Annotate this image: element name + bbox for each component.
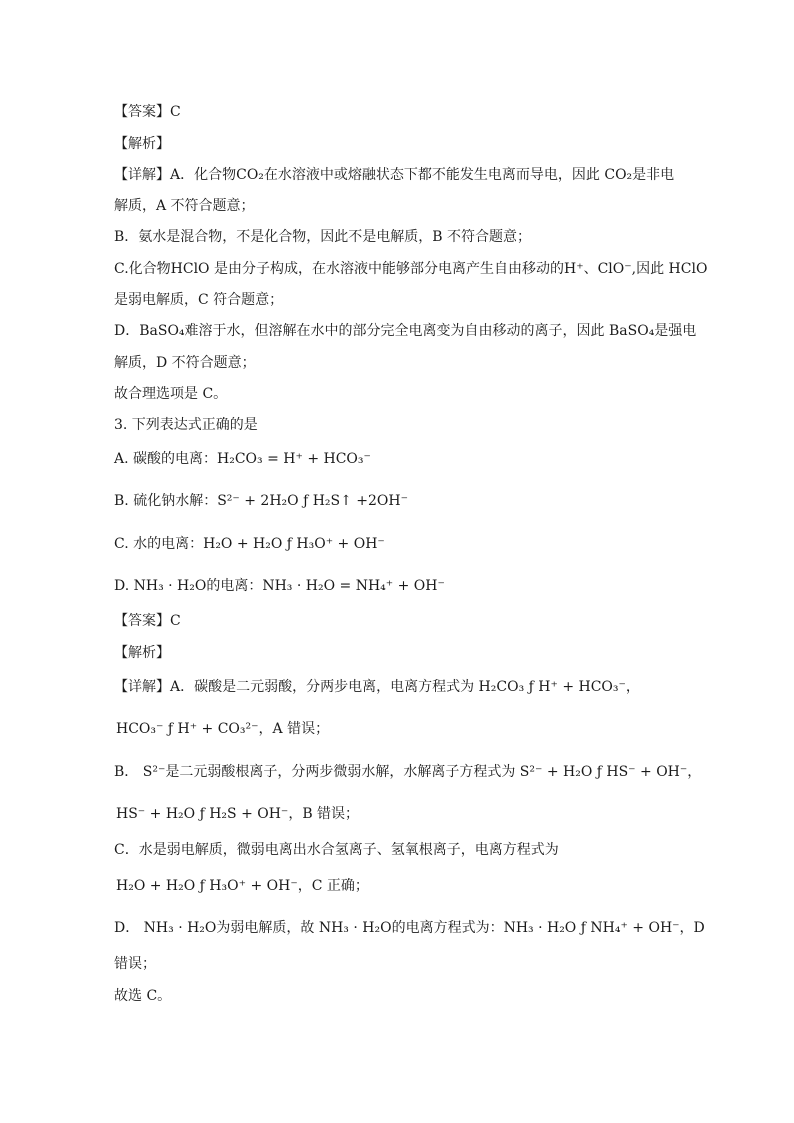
q3-detail-a-line1: 【详解】A．碳酸是二元弱酸，分两步电离，电离方程式为 H₂CO₃ ƒ H⁺ + HCO₃⁻， <box>114 679 640 695</box>
q3-detail-c-line1: C．水是弱电解质，微弱电离出水合氢离子、氢氧根离子，电离方程式为 <box>114 842 559 858</box>
q3-analysis-label: 【解析】 <box>114 645 170 661</box>
q2-detail-b: B．氨水是混合物，不是化合物，因此不是电解质，B 不符合题意； <box>114 229 532 245</box>
q3-option-c: C. 水的电离：H₂O + H₂O ƒ H₃O⁺ + OH⁻ <box>114 536 385 552</box>
q2-detail-a-line1: 【详解】A．化合物CO₂在水溶液中或熔融状态下都不能发生电离而导电，因此 CO₂是非电 <box>114 167 675 183</box>
q2-analysis-label: 【解析】 <box>114 136 170 152</box>
q3-detail-c-line2: H₂O + H₂O ƒ H₃O⁺ + OH⁻，C 正确； <box>116 878 369 894</box>
q3-option-d: D. NH₃ · H₂O的电离：NH₃ · H₂O = NH₄⁺ + OH⁻ <box>114 578 445 594</box>
q3-stem: 3. 下列表达式正确的是 <box>114 417 258 433</box>
q2-detail-a-line2: 解质，A 不符合题意； <box>114 198 255 214</box>
q3-conclusion: 故选 C。 <box>114 988 172 1004</box>
q2-detail-d-line1: D．BaSO₄难溶于水，但溶解在水中的部分完全电离变为自由移动的离子，因此 BaSO₄是强电 <box>114 323 697 339</box>
q3-detail-b-line1: B． S²⁻是二元弱酸根离子，分两步微弱水解，水解离子方程式为 S²⁻ + H₂O ƒ HS⁻ + OH⁻， <box>114 764 702 780</box>
q2-detail-c-line1: C.化合物HClO 是由分子构成，在水溶液中能够部分电离产生自由移动的H⁺、ClO⁻,因此 HClO <box>114 261 708 277</box>
q2-conclusion: 故合理选项是 C。 <box>114 386 228 402</box>
q3-detail-b-line2: HS⁻ + H₂O ƒ H₂S + OH⁻，B 错误； <box>116 806 360 822</box>
q3-detail-a-line2: HCO₃⁻ ƒ H⁺ + CO₃²⁻，A 错误； <box>116 721 330 737</box>
q2-detail-d-line2: 解质，D 不符合题意； <box>114 355 256 371</box>
q3-option-b: B. 硫化钠水解：S²⁻ + 2H₂O ƒ H₂S↑ +2OH⁻ <box>114 493 409 509</box>
q2-answer: 【答案】C <box>114 104 181 120</box>
q2-detail-c-line2: 是弱电解质，C 符合题意； <box>114 292 284 308</box>
q3-option-a: A. 碳酸的电离：H₂CO₃ = H⁺ + HCO₃⁻ <box>114 451 371 467</box>
q3-detail-d-line2: 错误； <box>114 956 156 972</box>
q3-detail-d-line1: D． NH₃ · H₂O为弱电解质，故 NH₃ · H₂O的电离方程式为：NH₃ · H₂O ƒ NH₄⁺ + OH⁻，D <box>114 920 705 936</box>
q3-answer: 【答案】C <box>114 613 181 629</box>
